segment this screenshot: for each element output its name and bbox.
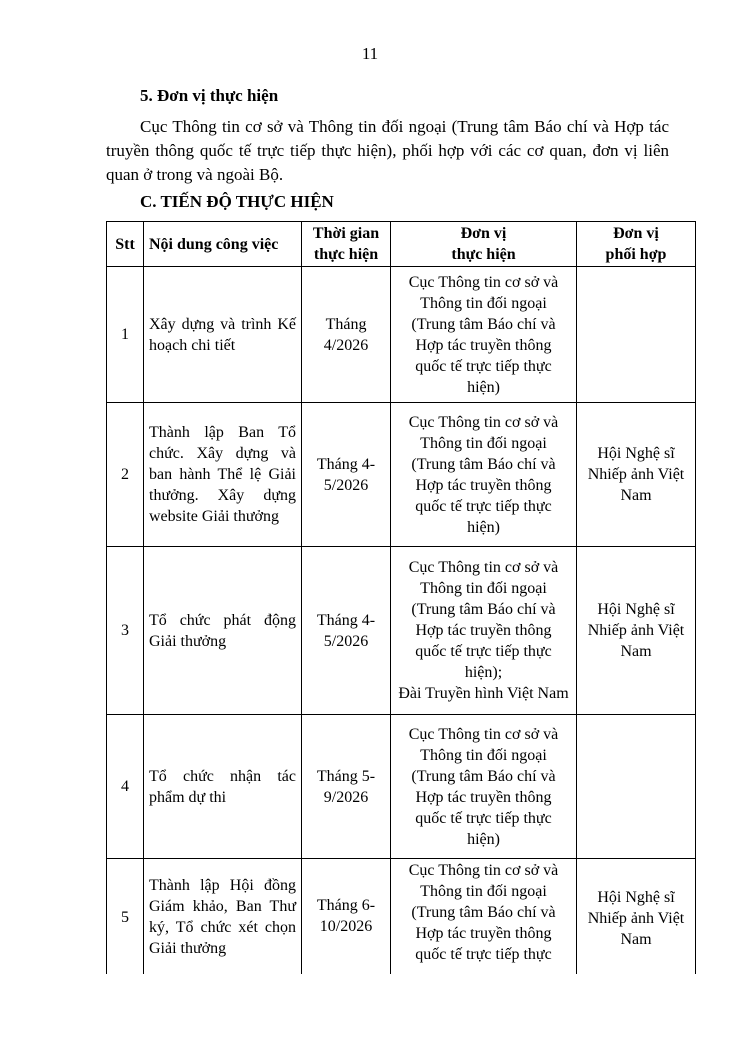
unit-line: Hợp tác truyền thông [415,925,552,942]
unit-line: Hợp tác truyền thông [415,622,552,639]
header-unit [391,222,577,267]
section-heading-implementing-unit: 5. Đơn vị thực hiện [140,86,279,105]
header-coop [577,222,696,267]
header-stt: Stt [107,222,144,267]
row-coop: Hội Nghệ sĩ Nhiếp ảnh Việt Nam [577,547,696,715]
table-row [107,403,696,547]
row-content: Thành lập Hội đồng Giám khảo, Ban Thư ký, Tổ chức xét chọn Giải thưởng [144,859,302,999]
schedule-table [106,221,696,999]
header-unit-line2: thực hiện [451,246,516,263]
header-time-line1: Thời gian [312,225,380,242]
row-content: Tổ chức nhận tác phẩm dự thi [144,715,302,859]
row-stt: 1 [107,267,144,403]
unit-line: (Trung tâm Báo chí và [411,315,556,333]
unit-line: (Trung tâm Báo chí và [411,455,556,473]
row-coop [577,267,696,403]
unit-line: (Trung tâm Báo chí và [411,601,556,618]
row-stt: 3 [107,547,144,715]
row-stt-value: 5 [121,909,129,926]
row-stt: 4 [107,715,144,859]
row-unit [391,403,577,547]
unit-line: Thông tin đối ngoại [420,294,547,312]
unit-line: quốc tế trực tiếp thực [415,497,552,515]
unit-line: Thông tin đối ngoại [420,434,547,452]
unit-line: hiện) [467,378,500,396]
row-content: Tổ chức phát động Giải thưởng [144,547,302,715]
page-bottom-margin [0,974,740,1046]
page-number: 11 [361,44,379,63]
row-stt: 2 [107,403,144,547]
row-content: Xây dựng và trình Kế hoạch chi tiết [144,267,302,403]
unit-line: quốc tế trực tiếp thực [415,643,552,660]
row-time: Tháng 4/2026 [302,267,391,403]
unit-line: hiện) [467,830,500,848]
header-unit-line1: Đơn vị [460,225,507,242]
implementing-unit-paragraph: Cục Thông tin cơ sở và Thông tin đối ngoại (Trung tâm Báo chí và Hợp tác truyền thông quốc tế trực tiếp thực hiện), phối hợp với các cơ quan, đơn vị liên quan ở trong và ngoài Bộ. [106,117,669,184]
row-time: Tháng 4-5/2026 [302,547,391,715]
table-row [107,547,696,715]
header-content: Nội dung công việc [144,222,302,267]
unit-line: hiện) [467,518,500,536]
row-unit [391,267,577,403]
row-content: Thành lập Ban Tổ chức. Xây dựng và ban hành Thể lệ Giải thưởng. Xây dựng website Giải thưởng [144,403,302,547]
unit-line: Cục Thông tin cơ sở và [408,725,559,743]
unit-line: Cục Thông tin cơ sở và [408,862,559,879]
unit-line: Cục Thông tin cơ sở và [408,559,559,576]
row-coop: Hội Nghệ sĩ Nhiếp ảnh Việt Nam [577,859,696,999]
unit-line: quốc tế trực tiếp thực [415,357,552,375]
unit-line: Cục Thông tin cơ sở và [408,273,559,291]
unit-line: quốc tế trực tiếp thực [415,946,552,963]
unit-line: Thông tin đối ngoại [420,580,547,597]
unit-line: Đài Truyền hình Việt Nam [398,685,569,702]
row-unit [391,547,577,715]
header-time [302,222,391,267]
header-coop-line2: phối hợp [605,246,667,263]
row-time: Tháng 5-9/2026 [302,715,391,859]
table-header-row [107,222,696,267]
row-time: Tháng 6-10/2026 [302,859,391,999]
row-coop [577,715,696,859]
unit-line: Cục Thông tin cơ sở và [408,413,559,431]
header-coop-line1: Đơn vị [613,225,659,242]
unit-line: quốc tế trực tiếp thực [415,809,552,827]
unit-line: Thông tin đối ngoại [420,746,547,764]
unit-line: hiện); [464,664,503,681]
section-heading-schedule: C. TIẾN ĐỘ THỰC HIỆN [140,192,334,211]
unit-line: (Trung tâm Báo chí và [411,767,556,785]
unit-line: Thông tin đối ngoại [420,883,547,900]
row-coop: Hội Nghệ sĩ Nhiếp ảnh Việt Nam [577,403,696,547]
unit-line: Hợp tác truyền thông [415,788,552,806]
header-time-line2: thực hiện [313,246,379,263]
table-row [107,267,696,403]
unit-line: (Trung tâm Báo chí và [411,904,556,921]
row-time: Tháng 4-5/2026 [302,403,391,547]
unit-line: Hợp tác truyền thông [415,476,552,494]
row-unit [391,715,577,859]
unit-line: Hợp tác truyền thông [415,336,552,354]
table-row [107,715,696,859]
